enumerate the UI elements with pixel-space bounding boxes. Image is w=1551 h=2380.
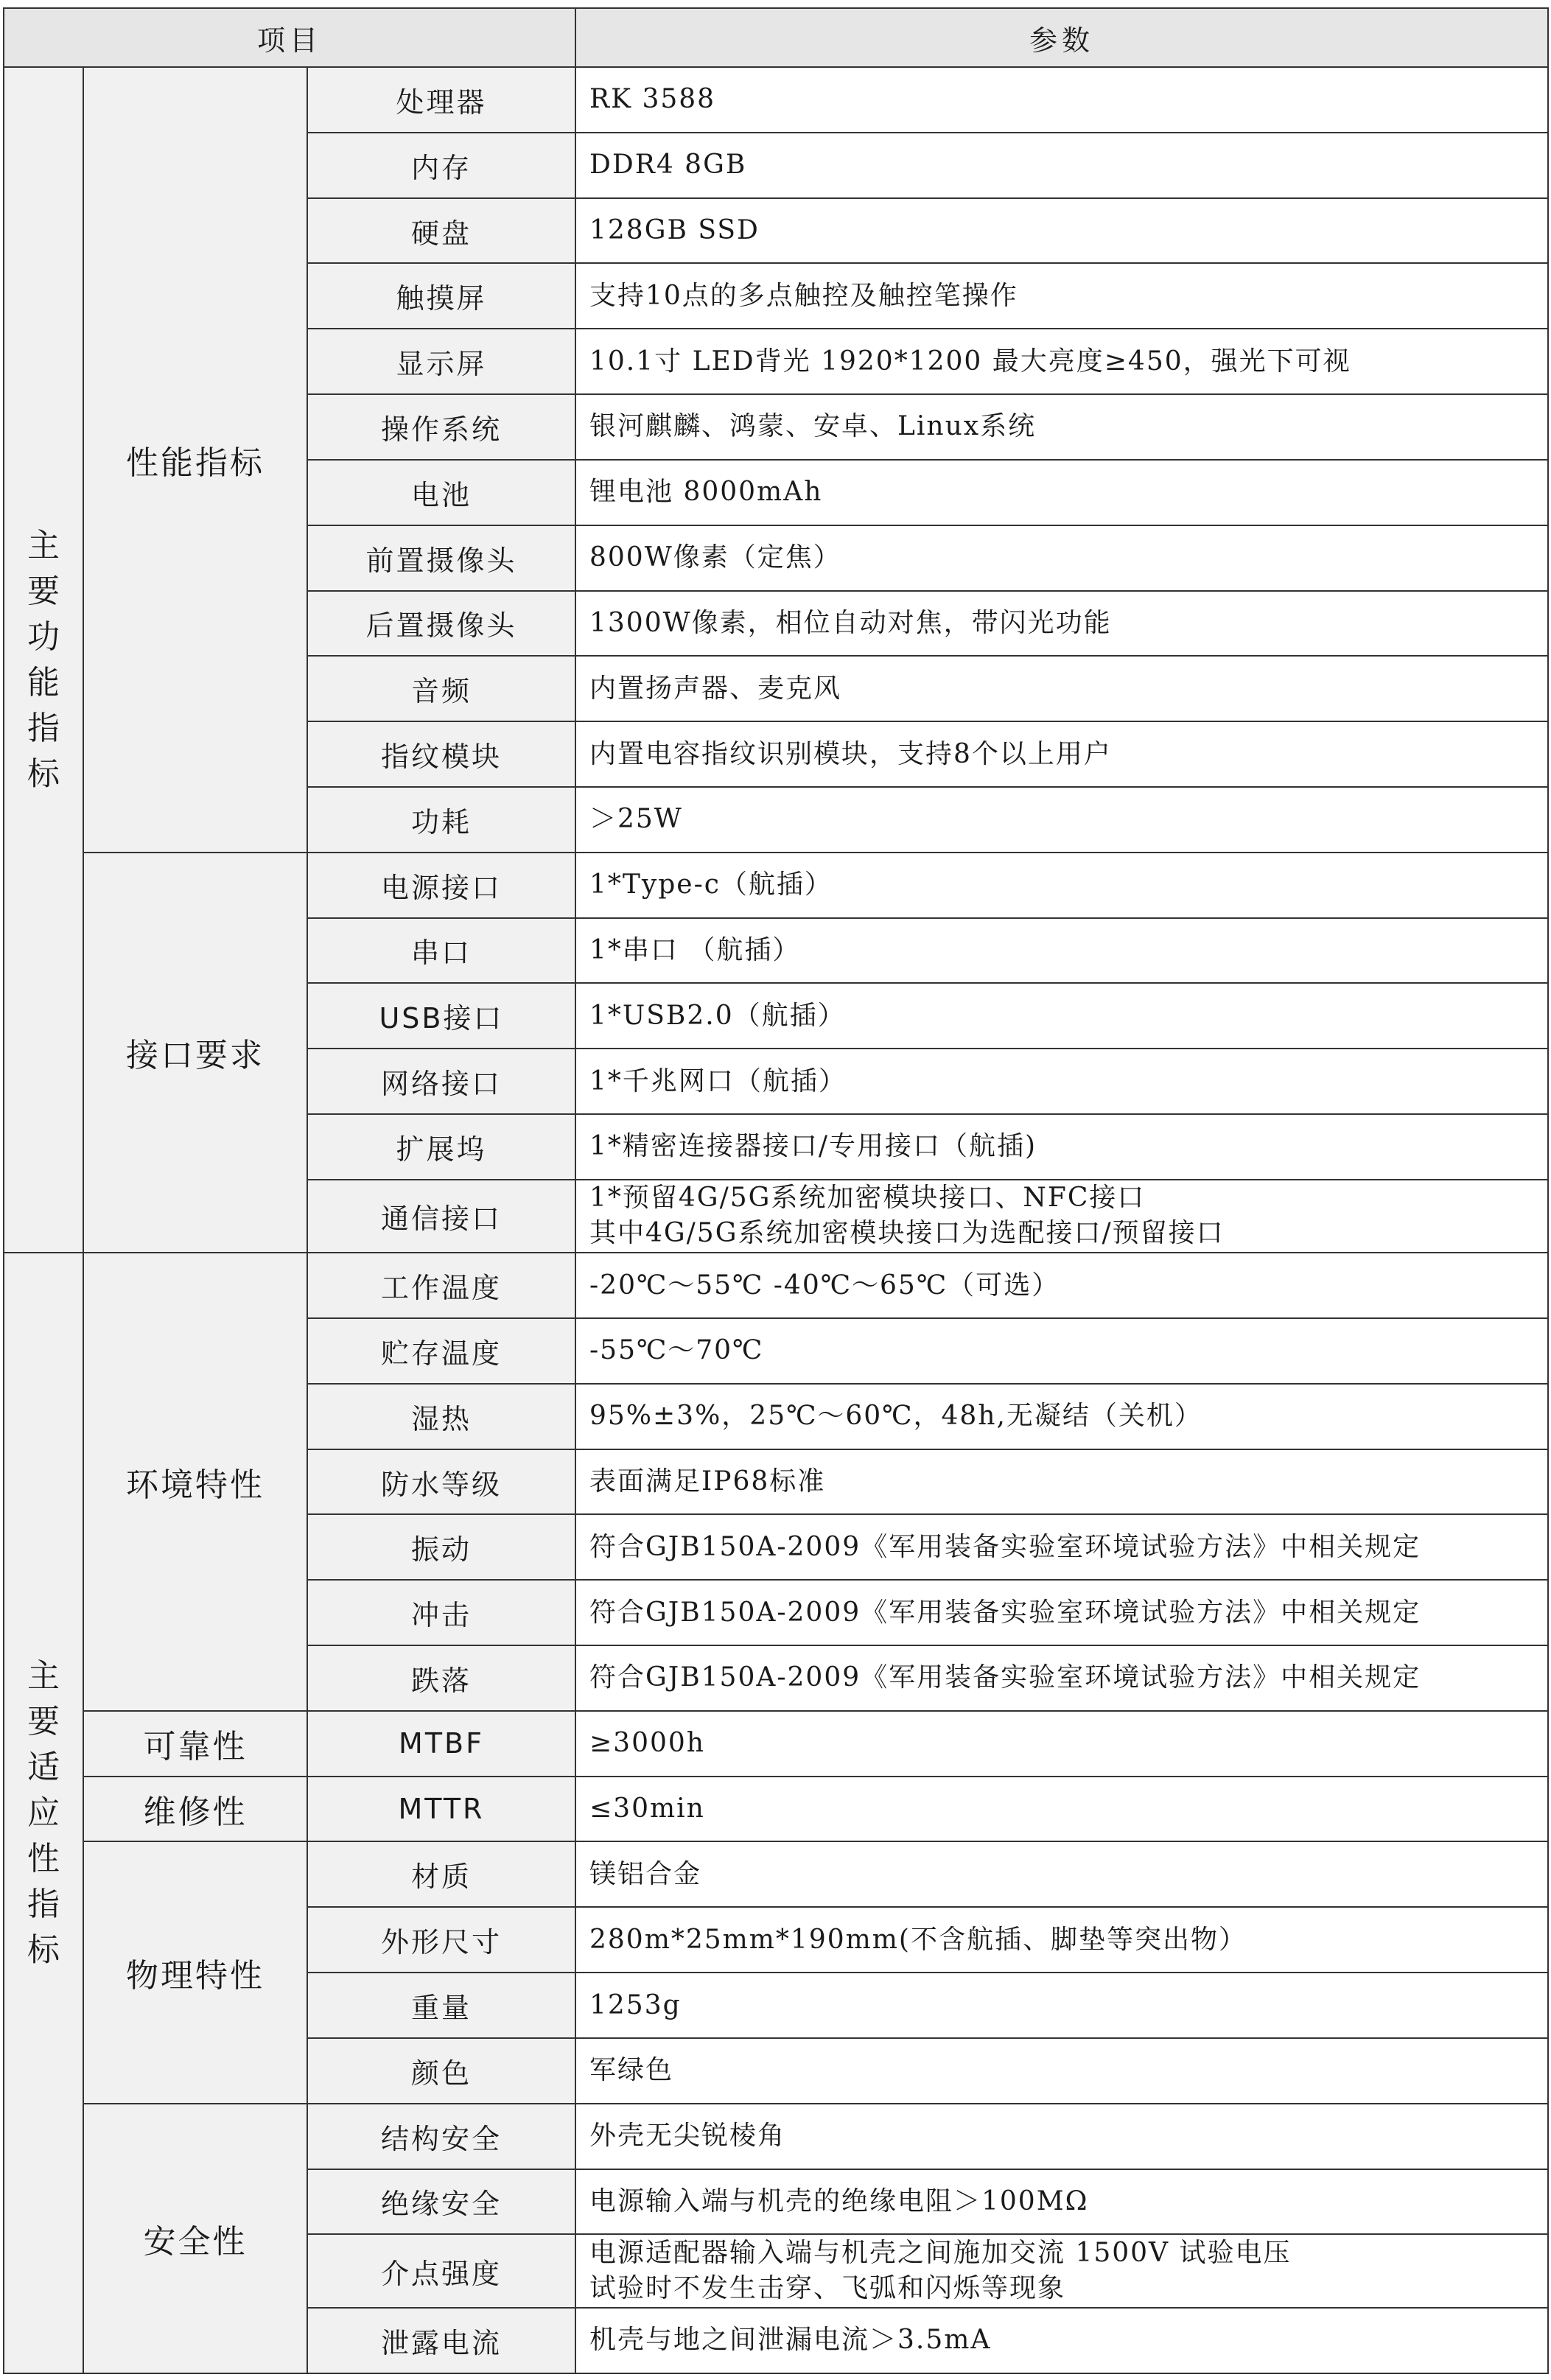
item-label: 跌落 (307, 1645, 575, 1711)
param-value: RK 3588 (575, 67, 1548, 133)
item-label: 颜色 (307, 2038, 575, 2104)
subgroup-label: 维修性 (83, 1777, 307, 1842)
param-value: 1300W像素，相位自动对焦，带闪光功能 (575, 591, 1548, 657)
subgroup-label: 可靠性 (83, 1711, 307, 1777)
item-label: 硬盘 (307, 198, 575, 264)
header-item: 项目 (4, 8, 575, 67)
item-label: 湿热 (307, 1384, 575, 1449)
item-label: 后置摄像头 (307, 591, 575, 657)
param-value: 电源输入端与机壳的绝缘电阻＞100MΩ (575, 2169, 1548, 2235)
item-label: 指纹模块 (307, 721, 575, 787)
param-value: 符合GJB150A-2009《军用装备实验室环境试验方法》中相关规定 (575, 1514, 1548, 1580)
param-value: 支持10点的多点触控及触控笔操作 (575, 263, 1548, 329)
item-label: 显示屏 (307, 329, 575, 394)
param-value: ≥3000h (575, 1711, 1548, 1777)
table-row (4, 853, 1548, 918)
param-value: 军绿色 (575, 2038, 1548, 2104)
param-value: 外壳无尖锐棱角 (575, 2104, 1548, 2169)
item-label: 电池 (307, 460, 575, 525)
param-value: 1*串口 （航插） (575, 918, 1548, 984)
item-label: 结构安全 (307, 2104, 575, 2169)
item-label: 操作系统 (307, 394, 575, 460)
item-label: 介点强度 (307, 2234, 575, 2307)
category-cell (4, 67, 83, 1253)
param-value: 电源适配器输入端与机壳之间施加交流 1500V 试验电压 试验时不发生击穿、飞弧和闪烁等现象 (575, 2234, 1548, 2307)
item-label: 重量 (307, 1973, 575, 2038)
param-value: 95%±3%，25℃～60℃，48h,无凝结（关机） (575, 1384, 1548, 1449)
table-row (4, 1253, 1548, 1318)
table-row (4, 1711, 1548, 1777)
param-value: 表面满足IP68标准 (575, 1449, 1548, 1515)
param-value: 10.1寸 LED背光 1920*1200 最大亮度≥450，强光下可视 (575, 329, 1548, 394)
subgroup-label: 安全性 (83, 2104, 307, 2373)
item-label: 功耗 (307, 787, 575, 853)
item-label: 电源接口 (307, 853, 575, 918)
item-label: MTTR (307, 1777, 575, 1842)
param-value: 1*USB2.0（航插） (575, 983, 1548, 1049)
item-label: 材质 (307, 1841, 575, 1907)
item-label: 工作温度 (307, 1253, 575, 1318)
param-value: 锂电池 8000mAh (575, 460, 1548, 525)
item-label: 扩展坞 (307, 1114, 575, 1180)
item-label: 音频 (307, 656, 575, 721)
subgroup-label: 物理特性 (83, 1841, 307, 2103)
subgroup-label: 接口要求 (83, 853, 307, 1253)
param-value: 800W像素（定焦） (575, 525, 1548, 591)
param-value: 银河麒麟、鸿蒙、安卓、Linux系统 (575, 394, 1548, 460)
param-value: 1*Type-c（航插） (575, 853, 1548, 918)
item-label: 外形尺寸 (307, 1907, 575, 1973)
item-label: 贮存温度 (307, 1318, 575, 1384)
item-label: 绝缘安全 (307, 2169, 575, 2235)
item-label: 泄露电流 (307, 2308, 575, 2373)
param-value: 1*精密连接器接口/专用接口（航插) (575, 1114, 1548, 1180)
item-label: 冲击 (307, 1580, 575, 1645)
param-value: 128GB SSD (575, 198, 1548, 264)
param-value: ＞25W (575, 787, 1548, 853)
table-row (4, 67, 1548, 133)
param-value: 内置扬声器、麦克风 (575, 656, 1548, 721)
subgroup-label: 性能指标 (83, 67, 307, 853)
header-row (4, 8, 1548, 67)
item-label: 振动 (307, 1514, 575, 1580)
item-label: 触摸屏 (307, 263, 575, 329)
table-row (4, 2104, 1548, 2169)
item-label: 内存 (307, 133, 575, 198)
item-label: 防水等级 (307, 1449, 575, 1515)
param-value: DDR4 8GB (575, 133, 1548, 198)
param-value: ≤30min (575, 1777, 1548, 1842)
param-value: 1*预留4G/5G系统加密模块接口、NFC接口 其中4G/5G系统加密模块接口为选配接口/预留接口 (575, 1180, 1548, 1253)
header-param: 参数 (575, 8, 1548, 67)
item-label: USB接口 (307, 983, 575, 1049)
param-value: 符合GJB150A-2009《军用装备实验室环境试验方法》中相关规定 (575, 1580, 1548, 1645)
category-cell (4, 1253, 83, 2373)
item-label: 前置摄像头 (307, 525, 575, 591)
param-value: -55℃～70℃ (575, 1318, 1548, 1384)
param-value: -20℃～55℃ -40℃～65℃（可选） (575, 1253, 1548, 1318)
item-label: 串口 (307, 918, 575, 984)
table-row (4, 1841, 1548, 1907)
subgroup-label: 环境特性 (83, 1253, 307, 1711)
param-value: 1253g (575, 1973, 1548, 2038)
param-value: 1*千兆网口（航插） (575, 1049, 1548, 1114)
param-value: 机壳与地之间泄漏电流＞3.5mA (575, 2308, 1548, 2373)
category-label: 主要适应性指标 (27, 1656, 60, 1969)
item-label: 通信接口 (307, 1180, 575, 1253)
category-label: 主要功能指标 (27, 526, 60, 793)
param-value: 内置电容指纹识别模块，支持8个以上用户 (575, 721, 1548, 787)
table-row (4, 1777, 1548, 1842)
item-label: MTBF (307, 1711, 575, 1777)
item-label: 处理器 (307, 67, 575, 133)
item-label: 网络接口 (307, 1049, 575, 1114)
spec-table (3, 7, 1549, 2374)
param-value: 280m*25mm*190mm(不含航插、脚垫等突出物） (575, 1907, 1548, 1973)
param-value: 符合GJB150A-2009《军用装备实验室环境试验方法》中相关规定 (575, 1645, 1548, 1711)
param-value: 镁铝合金 (575, 1841, 1548, 1907)
spec-body (4, 67, 1548, 2373)
